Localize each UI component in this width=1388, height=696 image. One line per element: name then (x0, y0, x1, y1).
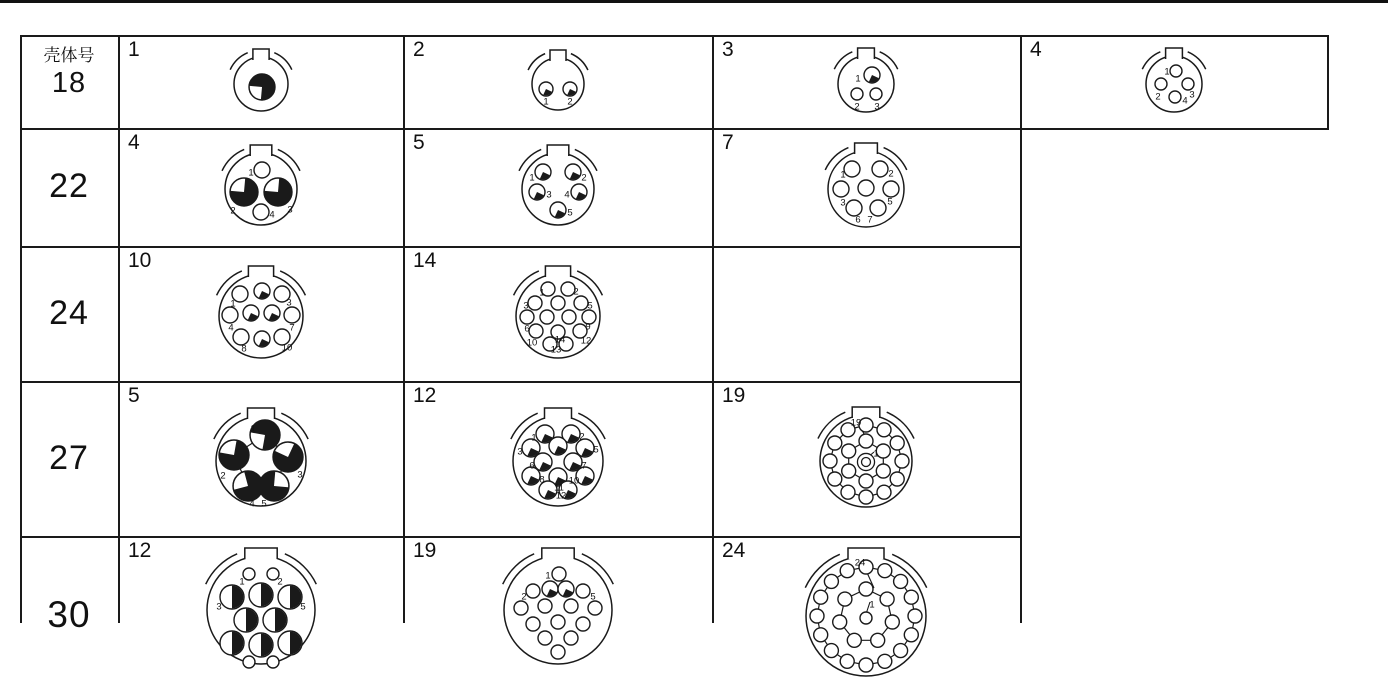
pin-number-label: 1 (528, 172, 535, 184)
pin-count-label: 12 (413, 384, 437, 407)
shell-number: 24 (49, 293, 89, 332)
pin-number-label: 3 (545, 189, 552, 201)
key-tab (852, 407, 880, 418)
pin-number-label: 3 (874, 101, 880, 113)
pin-number-label: 5 (566, 207, 573, 219)
pin-count-label: 14 (413, 249, 437, 272)
pin-13 (810, 609, 824, 623)
pin-number-label: 5 (299, 601, 306, 613)
pin-count-label: 3 (722, 38, 734, 61)
pin-12 (814, 628, 828, 642)
pin-number-label: 6 (528, 460, 535, 472)
pin-number-label: 12 (555, 490, 566, 502)
pin-2 (878, 564, 892, 578)
key-tab (547, 145, 569, 156)
scan-edge-strip (0, 0, 1388, 3)
pin-5 (243, 305, 259, 321)
key-tab (252, 49, 268, 60)
pin-16 (840, 564, 854, 578)
pin-number-label: 3 (522, 300, 529, 312)
pin-7 (538, 599, 552, 613)
connector-diagram-shell22-2 (791, 135, 941, 239)
key-tab (545, 266, 570, 277)
connector-wrap (186, 540, 336, 676)
pin-count-label: 1 (128, 38, 140, 61)
pin-3 (220, 585, 244, 609)
pin-number-label: 10 (526, 337, 537, 349)
shell-cell-27 (20, 381, 118, 536)
pin-number-label: 2 (276, 576, 283, 588)
pin-number-label: 1 (840, 169, 846, 181)
pin-8 (841, 485, 855, 499)
connector-body (838, 56, 894, 112)
connector-diagram-shell24-1 (483, 258, 633, 370)
pin-number-label: 2 (580, 172, 587, 184)
pin-1 (844, 161, 860, 177)
pin-21 (847, 633, 861, 647)
connector-cell (712, 128, 1020, 246)
pin-number-label: 2 (229, 205, 236, 217)
pin-10 (529, 324, 543, 338)
pin-5 (576, 584, 590, 598)
pin-number-label: 2 (578, 431, 585, 443)
connector-cell (403, 536, 712, 696)
pin-2 (254, 283, 270, 299)
pin-17 (859, 582, 873, 596)
connector-diagram-shell18-0 (186, 41, 336, 123)
pin-number-label: 3 (215, 601, 222, 613)
pin-10 (840, 654, 854, 668)
pin-count-label: 4 (128, 131, 140, 154)
pin-18 (842, 444, 856, 458)
pin-number-label: 8 (240, 343, 247, 355)
key-tab (541, 548, 573, 559)
connector-cell (712, 381, 1020, 536)
pin-8 (562, 310, 576, 324)
pin-number-label: 1 (855, 73, 861, 85)
pin-number-label: 9 (584, 321, 591, 333)
pin-number-label: 5 (260, 498, 267, 510)
connector-diagram-shell18-1 (483, 42, 633, 122)
pin-number-label: 5 (586, 300, 593, 312)
key-tab (248, 266, 273, 277)
shell-cell-30 (20, 536, 118, 696)
pin-4 (895, 454, 909, 468)
pin-count-label: 10 (128, 249, 152, 272)
pin-2 (877, 422, 891, 436)
pin-9 (254, 331, 270, 347)
pin-count-label: 19 (722, 384, 746, 407)
pin-number-label: 2 (888, 168, 894, 180)
pin-2 (230, 178, 258, 206)
pin-13 (538, 631, 552, 645)
pin-number-label: 7 (288, 322, 295, 334)
connector-wrap (791, 399, 941, 519)
pin-number-label: 7 (580, 460, 587, 472)
connector-diagram-shell22-1 (483, 137, 633, 237)
table-grid-line (1327, 35, 1329, 130)
pin-number-label: 1 (247, 167, 254, 179)
pin-6 (877, 485, 891, 499)
connector-cell (118, 381, 403, 536)
pin-number-label: 8 (538, 474, 545, 486)
pin-3 (833, 181, 849, 197)
shell-header-label: 壳体号 (43, 46, 95, 65)
connector-diagram-shell30-1 (483, 540, 633, 676)
pin-number-label: 3 (840, 197, 846, 209)
pin-5 (550, 202, 566, 218)
pin-count-label: 12 (128, 539, 152, 562)
connector-wrap (483, 258, 633, 370)
pin-3 (264, 178, 292, 206)
connector-wrap (483, 540, 633, 676)
connector-wrap (186, 258, 336, 370)
pin-1 (539, 82, 553, 96)
pin-2 (851, 88, 863, 100)
pin-8 (564, 599, 578, 613)
pin-5 (278, 585, 302, 609)
pin-22 (833, 615, 847, 629)
pin-number-label: 3 (1188, 89, 1195, 101)
pin-24 (860, 612, 872, 624)
connector-wrap (791, 540, 941, 688)
connector-diagram-shell30-2 (791, 540, 941, 688)
pin-number-label: 1 (229, 298, 236, 310)
connector-cell (712, 536, 1020, 696)
pin-11 (551, 615, 565, 629)
pin-9 (588, 601, 602, 615)
pin-2 (526, 584, 540, 598)
pin-1 (249, 74, 275, 100)
shell-number: 18 (51, 67, 87, 99)
key-tab (250, 145, 272, 156)
pin-2 (563, 82, 577, 96)
pin-number-label: 3 (286, 204, 293, 216)
pin-1 (254, 162, 270, 178)
pin-3 (1182, 78, 1194, 90)
pin-number-label: 7 (867, 214, 873, 226)
pin-number-label: 1 (869, 599, 875, 611)
pin-4 (904, 590, 918, 604)
pin-number-label: 2 (566, 96, 573, 108)
connector-cell (403, 35, 712, 128)
shell-number: 22 (49, 167, 89, 205)
pin-number-label: 2 (854, 101, 860, 113)
pin-number-label: 12 (580, 335, 591, 347)
connector-diagram-shell27-0 (186, 400, 336, 518)
pin-number-label: 3 (296, 469, 303, 481)
pin-10 (526, 617, 540, 631)
pin-3 (870, 88, 882, 100)
pin-11 (828, 436, 842, 450)
pin-6 (904, 628, 918, 642)
connector-wrap (483, 42, 633, 122)
pin-4 (549, 437, 567, 455)
connector-wrap (1099, 40, 1249, 124)
pin-number-label: 1 (873, 448, 879, 460)
connector-pinout-table (20, 35, 1388, 635)
pin-number-label: 10 (568, 475, 579, 487)
shell-cell-18 (20, 35, 118, 128)
pin-4 (253, 204, 269, 220)
pin-7 (859, 490, 873, 504)
pin-2 (1155, 78, 1167, 90)
pin-17 (842, 464, 856, 478)
pin-number-label: 5 (887, 196, 893, 208)
pin-number-label: 6 (523, 323, 530, 335)
pin-number-label: 4 (563, 189, 570, 201)
pin-2 (219, 440, 249, 470)
connector-cell (118, 536, 403, 696)
connector-diagram-shell22-0 (186, 137, 336, 237)
pin-16 (859, 474, 873, 488)
pin-number-label: 3 (516, 446, 523, 458)
pin-9 (828, 472, 842, 486)
pin-18 (880, 592, 894, 606)
pin-number-label: 2 (520, 591, 527, 603)
pin-5 (908, 609, 922, 623)
shell-number: 30 (47, 594, 91, 635)
pin-count-label: 2 (413, 38, 425, 61)
pin-14 (814, 590, 828, 604)
pin-number-label: 4 (1181, 95, 1188, 107)
pin-20 (871, 633, 885, 647)
pin-3 (894, 574, 908, 588)
key-tab (858, 48, 875, 59)
pin-count-label: 4 (1030, 38, 1042, 61)
pin-count-label: 7 (722, 131, 734, 154)
pin-7 (894, 644, 908, 658)
pin-3 (529, 184, 545, 200)
pin-number-label: 4 (248, 498, 255, 510)
pin-number-label: 1 (542, 96, 549, 108)
connector-wrap (483, 137, 633, 237)
pin-7 (263, 608, 287, 632)
key-tab (855, 143, 878, 154)
pin-number-label: 4 (227, 322, 234, 334)
pin-number-label: 2 (219, 470, 226, 482)
connector-cell (403, 381, 712, 536)
connector-wrap (186, 137, 336, 237)
pin-4 (858, 180, 874, 196)
pin-number-label: 1 (538, 287, 545, 299)
pin-number-label: 1 (249, 423, 256, 435)
pin-5 (883, 181, 899, 197)
pin-11 (824, 644, 838, 658)
connector-wrap (186, 41, 336, 123)
pin-11 (243, 656, 255, 668)
pin-3 (273, 442, 303, 472)
pin-4 (1169, 91, 1181, 103)
pin-4 (249, 583, 273, 607)
pin-number-label: 24 (854, 557, 866, 569)
pin-19 (885, 615, 899, 629)
pin-1 (1170, 65, 1182, 77)
pin-7 (284, 307, 300, 323)
pin-15 (876, 464, 890, 478)
pin-12 (267, 656, 279, 668)
key-tab (1165, 48, 1182, 59)
key-tab (848, 548, 884, 559)
pin-2 (565, 164, 581, 180)
pin-number-label: 19 (850, 417, 862, 429)
connector-diagram-shell27-2 (791, 399, 941, 519)
pin-4 (571, 184, 587, 200)
pin-7 (540, 310, 554, 324)
connector-cell (118, 246, 403, 381)
pin-8 (878, 654, 892, 668)
pin-1 (535, 164, 551, 180)
pin-number-label: 13 (550, 344, 561, 356)
pin-number-label: 14 (554, 334, 565, 346)
connector-cell (1020, 35, 1327, 128)
pin-number-label: 6 (855, 214, 861, 226)
connector-cell (118, 128, 403, 246)
pin-5 (890, 472, 904, 486)
pin-23 (838, 592, 852, 606)
pin-3 (890, 436, 904, 450)
pin-10 (823, 454, 837, 468)
pin-6 (514, 601, 528, 615)
pin-10 (278, 631, 302, 655)
connector-cell (118, 35, 403, 128)
connector-body (532, 58, 584, 110)
key-tab (550, 50, 566, 61)
connector-diagram-shell24-0 (186, 258, 336, 370)
connector-cell (403, 128, 712, 246)
pin-count-label: 24 (722, 539, 746, 562)
pin-6 (520, 310, 534, 324)
pin-1 (552, 567, 566, 581)
pin-number-label: 1 (530, 432, 537, 444)
connector-diagram-shell18-3 (1099, 40, 1249, 124)
pin-4 (558, 581, 574, 597)
pin-5 (259, 471, 289, 501)
pin-number-label: 2 (1154, 91, 1161, 103)
connector-wrap (791, 40, 941, 124)
connector-diagram-shell27-1 (483, 400, 633, 518)
pin-count-label: 5 (128, 384, 140, 407)
pin-number-label: 1 (238, 576, 245, 588)
pin-13 (859, 434, 873, 448)
pin-6 (234, 608, 258, 632)
pin-4 (551, 296, 565, 310)
shell-cell-24 (20, 246, 118, 381)
pin-number-label: 4 (268, 209, 275, 221)
pin-number-label: 1 (544, 570, 551, 582)
pin-number-label: 10 (281, 342, 292, 354)
pin-5 (574, 296, 588, 310)
shell-number: 27 (49, 438, 89, 477)
pin-1 (864, 67, 880, 83)
pin-number-label: 3 (285, 297, 292, 309)
key-tab (244, 548, 276, 559)
connector-wrap (186, 400, 336, 518)
connector-cell (403, 246, 712, 381)
pin-9 (249, 633, 273, 657)
pin-3 (542, 581, 558, 597)
connector-wrap (791, 135, 941, 239)
connector-diagram-shell18-2 (791, 40, 941, 124)
pin-number-label: 5 (589, 591, 596, 603)
pin-count-label: 19 (413, 539, 437, 562)
pin-19 (857, 453, 874, 470)
pin-12 (576, 617, 590, 631)
shell-cell-22 (20, 128, 118, 246)
pin-15 (551, 645, 565, 659)
pin-14 (564, 631, 578, 645)
pin-number-label: 11 (553, 482, 564, 494)
connector-wrap (483, 400, 633, 518)
pin-number-label: 5 (592, 444, 599, 456)
pin-15 (824, 574, 838, 588)
pin-1 (243, 568, 255, 580)
pin-number-label: 2 (572, 286, 579, 298)
key-tab (544, 408, 571, 419)
pin-8 (220, 631, 244, 655)
pin-6 (264, 305, 280, 321)
key-tab (247, 408, 274, 419)
pin-count-label: 5 (413, 131, 425, 154)
connector-cell (712, 35, 1020, 128)
pin-number-label: 1 (1163, 66, 1170, 78)
pin-2 (872, 161, 888, 177)
connector-diagram-shell30-0 (186, 540, 336, 676)
pin-9 (859, 658, 873, 672)
